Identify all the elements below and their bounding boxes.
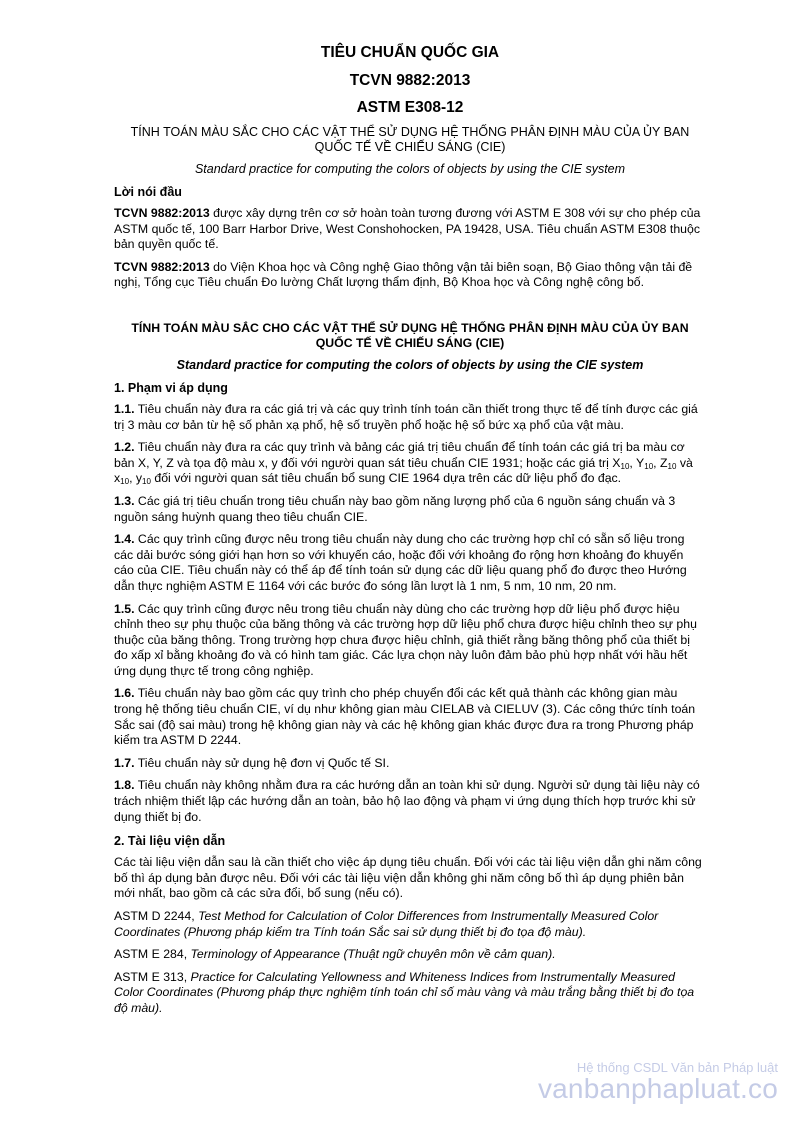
foreword-paragraph <box>114 206 706 253</box>
reference-item <box>114 947 706 963</box>
foreword-text: do Viện Khoa học và Công nghệ Giao thông vận tải biên soạn, Bộ Giao thông vận tải đề nghị, Tổng cục Tiêu chuẩn Đo lường Chất lượng thẩm định, Bộ Khoa học và Công nghệ công bố. <box>114 259 693 290</box>
reference-title: Test Method for Calculation of Color Differences from Instrumentally Measured Color Coordinates (Phương pháp kiểm tra Tính toán Sắc sai sử dụng thiết bị đo tọa độ màu). <box>114 909 659 939</box>
reference-code: ASTM D 2244, <box>114 909 199 923</box>
watermark <box>538 1060 778 1103</box>
clause-text: Z <box>660 455 668 470</box>
body-title-en: Standard practice for computing the colors of objects by using the CIE system <box>176 357 644 372</box>
body-title-vi: TÍNH TOÁN MÀU SẮC CHO CÁC VẬT THỂ SỬ DỤNG HỆ THỐNG PHÂN ĐỊNH MÀU CỦA ỦY BAN QUỐC TẾ VỀ CHIẾU SÁNG (CIE) <box>131 320 689 350</box>
standard-ref-bold: TCVN 9882:2013 <box>114 206 210 220</box>
clause-1-5 <box>114 602 706 680</box>
reference-code: ASTM E 313, <box>114 969 191 984</box>
foreword-text: được xây dựng trên cơ sở hoàn toàn tương đương với ASTM E 308 với sự cho phép của ASTM quốc tế, 100 Barr Harbor Drive, West Conshohocken, PA 19428, USA. Tiêu chuẩn ASTM E308 thuộc bản quyền quốc tế. <box>114 206 701 252</box>
clause-1-8 <box>114 778 706 825</box>
clause-number: 1.8. <box>114 778 135 793</box>
clause-1-2 <box>114 440 706 487</box>
document-title-en: Standard practice for computing the colors of objects by using the CIE system <box>194 162 626 176</box>
foreword-heading: Lời nói đầu <box>114 185 182 199</box>
watermark-site: vanbanphapluat.co <box>537 1073 778 1104</box>
references-heading: 2. Tài liệu viện dẫn <box>114 834 226 849</box>
clause-number: 1.3. <box>114 493 135 508</box>
standard-number: TCVN 9882:2013 <box>349 72 471 89</box>
scope-heading: 1. Phạm vi áp dụng <box>114 380 228 395</box>
clause-number: 1.5. <box>114 601 135 616</box>
clause-text: Tiêu chuẩn này không nhằm đưa ra các hướng dẫn an toàn khi sử dụng. Người sử dụng tài liệu này có trách nhiệm thiết lập các hướng dẫn an toàn, bảo hộ lao động và phạm vi ứng dụng thích hợp trước khi sử dụng thiết bị đo. <box>114 778 700 824</box>
reference-code: ASTM E 284, <box>114 947 191 962</box>
references-list <box>114 855 706 1016</box>
subscript: 10 <box>644 461 654 471</box>
clause-text: Các giá trị tiêu chuẩn trong tiêu chuẩn này bao gồm năng lượng phổ của 6 nguồn sáng chuẩn và 3 nguồn sáng huỳnh quang theo tiêu chuẩn CIE. <box>114 493 676 524</box>
clause-1-7 <box>114 756 706 772</box>
clause-text: Các quy trình cũng được nêu trong tiêu chuẩn này dung cho các trường hợp chỉ có sẵn số liệu trong các dải bước sóng giới hạn hơn so với khuyến cáo, hoặc đối với khoảng đo rộng hơn khoảng đo khuyến cáo của CIE. Tiêu chuẩn này có thể áp để tính toán sử dụng các dữ liệu quang phổ đo được theo Hướng dẫn thực nghiệm ASTM E 1164 với các bước đo sóng lần lượt là 1 nm, 5 nm, 10 nm, 20 nm. <box>114 532 687 593</box>
foreword-paragraph <box>114 260 706 291</box>
clause-number: 1.7. <box>114 755 135 770</box>
document-title-vi: TÍNH TOÁN MÀU SẮC CHO CÁC VẬT THỂ SỬ DỤNG HỆ THỐNG PHÂN ĐỊNH MÀU CỦA ỦY BAN QUỐC TẾ VỀ CHIẾU SÁNG (CIE) <box>130 125 690 154</box>
reference-item <box>114 970 706 1017</box>
clause-number: 1.1. <box>114 401 135 416</box>
clause-text: Y <box>636 455 645 470</box>
astm-number: ASTM E308-12 <box>356 99 464 116</box>
clause-1-1 <box>114 402 706 433</box>
clause-text: , <box>653 455 660 470</box>
clause-text: Tiêu chuẩn này đưa ra các giá trị và các quy trình tính toán cần thiết trong thực tế để tính được các giá trị 3 màu cơ bản từ hệ số phản xạ phổ, hệ số truyền phổ hoặc hệ số bức xạ phổ của vật màu. <box>114 401 698 432</box>
standard-ref-bold: TCVN 9882:2013 <box>114 259 210 274</box>
watermark-caption: Hệ thống CSDL Văn bản Pháp luật <box>576 1060 778 1075</box>
clause-number: 1.4. <box>114 532 135 547</box>
clause-text: và x <box>114 455 693 486</box>
clause-text: , y <box>129 471 143 486</box>
reference-item <box>114 909 706 940</box>
clause-1-6 <box>114 686 706 748</box>
clause-number: 1.6. <box>114 686 135 701</box>
document-page <box>114 44 706 1017</box>
national-standard-heading: TIÊU CHUẨN QUỐC GIA <box>320 44 500 61</box>
clause-1-3 <box>114 494 706 525</box>
subscript: 10 <box>142 477 151 487</box>
reference-title: Practice for Calculating Yellowness and Whiteness Indices from Instrumentally Measured Color Coordinates (Phương pháp thực nghiệm tính toán chỉ số màu vàng và màu trắng bằng thiết bị đo tọa độ màu). <box>114 969 695 1015</box>
clause-text: đối với người quan sát tiêu chuẩn bổ sung CIE 1964 dựa trên các dữ liệu phổ đo đạc. <box>150 471 622 486</box>
clause-text: , <box>629 455 637 470</box>
subscript: 10 <box>667 461 677 471</box>
references-intro: Các tài liệu viện dẫn sau là cần thiết cho việc áp dụng tiêu chuẩn. Đối với các tài liệu viện dẫn ghi năm công bố thì áp dụng bản được nêu. Đối với các tài liệu viện dẫn không ghi năm công bố thì áp dụng phiên bản mới nhất, bao gồm cả các sửa đổi, bổ sung (nếu có). <box>114 855 702 901</box>
clause-1-4 <box>114 532 706 594</box>
clause-text: Tiêu chuẩn này đưa ra các quy trình và bảng các giá trị tiêu chuẩn để tính toán các giá trị ba màu cơ bản X, Y, Z và tọa độ màu x, y đối với người quan sát tiêu chuẩn CIE 1931; hoặc các giá trị X <box>114 440 685 470</box>
clause-text: Tiêu chuẩn này bao gồm các quy trình cho phép chuyển đổi các kết quả thành các không gian màu trong hệ thống tiêu chuẩn CIE, ví dụ như không gian màu CIELAB và CIELUV (3). Các công thức tính toán Sắc sai (độ sai màu) trong hệ không gian này và các hệ không gian khác được đưa ra trong Phương pháp kiểm tra ASTM D 2244. <box>114 686 696 748</box>
clause-number: 1.2. <box>114 440 135 455</box>
subscript: 10 <box>620 461 630 471</box>
clause-text: Các quy trình cũng được nêu trong tiêu chuẩn này dùng cho các trường hợp dữ liệu phổ được hiệu chỉnh theo sự phụ thuộc của băng thông và các trường hợp dữ liệu phổ chưa được hiệu chỉnh theo sự phụ thuộc của băng thông. Trong trường hợp chưa được hiệu chỉnh, giả thiết rằng băng thông phổ của thiết bị đo xấp xỉ bằng khoảng đo và có hình tam giác. Các lựa chọn này luôn đảm bảo phù hợp nhất với hầu hết ứng dụng thực tế trong công nghiệp. <box>114 601 697 678</box>
subscript: 10 <box>120 477 130 487</box>
reference-title: Terminology of Appearance (Thuật ngữ chuyên môn về cảm quan). <box>190 947 556 962</box>
clause-text: Tiêu chuẩn này sử dụng hệ đơn vị Quốc tế SI. <box>134 755 390 770</box>
